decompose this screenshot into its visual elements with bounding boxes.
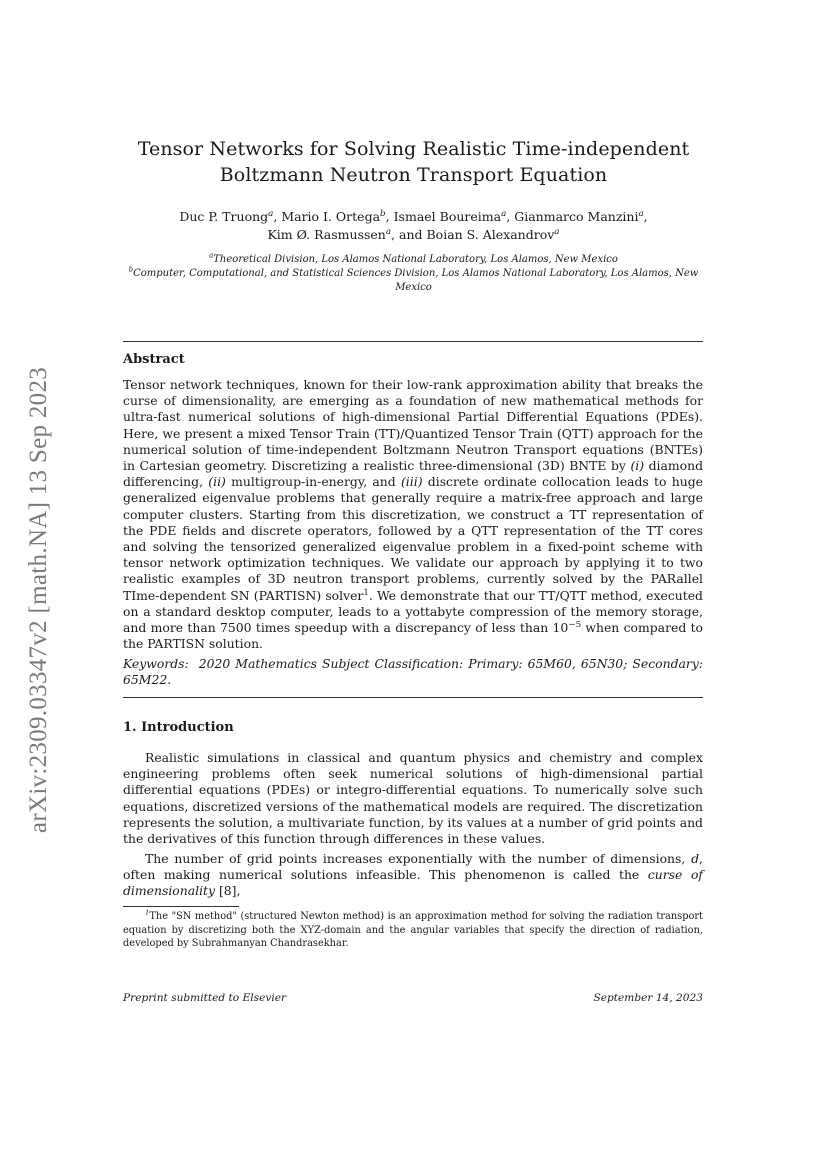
abstract-body (123, 377, 703, 652)
intro-text: , often making numerical solutions infeasible. This phenomenon is called the (123, 851, 703, 883)
paper-title (120, 136, 707, 188)
author-affiliation-mark: a (385, 226, 392, 237)
author-name: Kim Ø. Rasmussen (267, 227, 386, 242)
section-heading-introduction: 1. Introduction (123, 720, 234, 735)
abstract-text: diamond differencing, (123, 458, 704, 490)
author-name: Boian S. Alexandrov (426, 227, 555, 242)
introduction-paragraph-1: Realistic simulations in classical and quantum physics and chemistry and complex engineering problems often seek numerical solutions of high-dimensional partial differential equations (PDEs) or integro-differential equations. To numerically solve such equations, discretized versions of the mathematical models are required. The discretization represents the solution, a multivariate function, by its values at a number of grid points and the derivatives of this function through differences in these values. (123, 750, 703, 847)
abstract-text: Tensor network techniques, known for their low-rank approximation ability that breaks the curse of dimensionality, are emerging as a foundation of new mathematical methods for ultra-fast numerical solutions of high-dimensional Partial Differential Equations (PDEs). Here, we present a mixed Tensor Train (TT)/Quantized Tensor Train (QTT) approach for the numerical solution of time-independent Boltzmann Neutron Transport equations (BNTEs) in Cartesian geometry. Discretizing a realistic three-dimensional (3D) BNTE by (123, 377, 703, 474)
keywords (123, 656, 703, 688)
intro-math: d (691, 851, 700, 866)
abstract-math: (iii) (400, 474, 423, 490)
affiliation-list (120, 253, 707, 295)
abstract-math: (i) (630, 458, 645, 474)
abstract-math: (ii) (208, 474, 226, 490)
footer-preprint-note: Preprint submitted to Elsevier (123, 992, 287, 1004)
abstract-text: . We demonstrate that our TT/QTT method, executed on a standard desktop computer, leads to a yottabyte compression of the memory storage, and more than 7500 times speedup with a discrepancy of less than (123, 587, 703, 636)
author-affiliation-mark: a (554, 226, 560, 237)
title-line-2: Boltzmann Neutron Transport Equation (219, 164, 608, 186)
author-affiliation-mark: a (268, 208, 274, 219)
arxiv-identifier: arXiv:2309.03347v2 [math.NA] 13 Sep 2023 (25, 366, 52, 834)
author-affiliation-mark: b (380, 208, 386, 219)
author-name: Duc P. Truong (179, 209, 269, 224)
footnote-rule (123, 906, 239, 907)
abstract-text: multigroup-in-energy, and (225, 474, 401, 490)
citation-link[interactable]: [8], (215, 883, 241, 899)
footnote (123, 910, 703, 951)
abstract-top-rule (123, 341, 703, 342)
arxiv-sidebar-stamp (14, 340, 64, 860)
footnote-mark: 1 (145, 908, 150, 917)
affiliation-mark: b (128, 265, 134, 274)
author-name: Gianmarco Manzini (514, 209, 639, 224)
title-line-1: Tensor Networks for Solving Realistic Time-independent (137, 138, 690, 160)
abstract-heading: Abstract (123, 352, 185, 367)
affiliation-text: Computer, Computational, and Statistical Sciences Division, Los Alamos National Laboratory, Los Alamos, New Mexico (133, 268, 699, 293)
author-separator: , (506, 209, 515, 224)
abstract-text: when compared to the PARTISN solution. (123, 620, 704, 652)
author-separator: , and (391, 227, 427, 242)
affiliation-a (120, 253, 707, 267)
author-name: Ismael Boureima (393, 209, 502, 224)
affiliation-b (120, 267, 707, 295)
introduction-paragraph-2 (123, 851, 703, 900)
intro-emphasis: curse of dimensionality (123, 867, 703, 899)
affiliation-mark: a (209, 251, 214, 260)
author-line-2 (120, 226, 707, 244)
footnote-reference[interactable]: 1 (363, 587, 369, 598)
keywords-text: 2020 Mathematics Subject Classification: Primary: 65M60, 65N30; Secondary: 65M22. (123, 656, 703, 688)
keywords-label: Keywords: (123, 656, 189, 671)
author-affiliation-mark: a (501, 208, 507, 219)
author-separator: , (643, 209, 648, 224)
abstract-text: discrete ordinate collocation leads to huge generalized eigenvalue problems that generally require a matrix-free approach and large computer clusters. Starting from this discretization, we construct a TT representation of the PDE fields and discrete operators, followed by a QTT representation of the TT cores and solving the tensorized generalized eigenvalue problem in a fixed-point scheme with tensor network optimization techniques. We validate our approach by applying it to two realistic examples of 3D neutron transport problems, currently solved by the PARallel TIme-dependent SN (PARTISN) solver (123, 474, 703, 603)
affiliation-text: Theoretical Division, Los Alamos National Laboratory, Los Alamos, New Mexico (213, 254, 618, 265)
author-affiliation-mark: a (638, 208, 644, 219)
author-separator: , (273, 209, 282, 224)
author-name: Mario I. Ortega (281, 209, 381, 224)
abstract-bottom-rule (123, 697, 703, 698)
footnote-text: The "SN method" (structured Newton method) is an approximation method for solving the radiation transport equation by discretizing both the XYZ-domain and the angular variables that specify the direction of radiation, developed by Subrahmanyan Chandrasekhar. (123, 911, 703, 950)
exponent-power: −5 (568, 619, 582, 630)
exponent-base: 10 (552, 620, 569, 636)
author-separator: , (385, 209, 394, 224)
intro-text: The number of grid points increases exponentially with the number of dimensions, (145, 851, 692, 866)
author-list (120, 208, 707, 244)
author-line-1 (120, 208, 707, 226)
footer-date: September 14, 2023 (593, 992, 703, 1004)
